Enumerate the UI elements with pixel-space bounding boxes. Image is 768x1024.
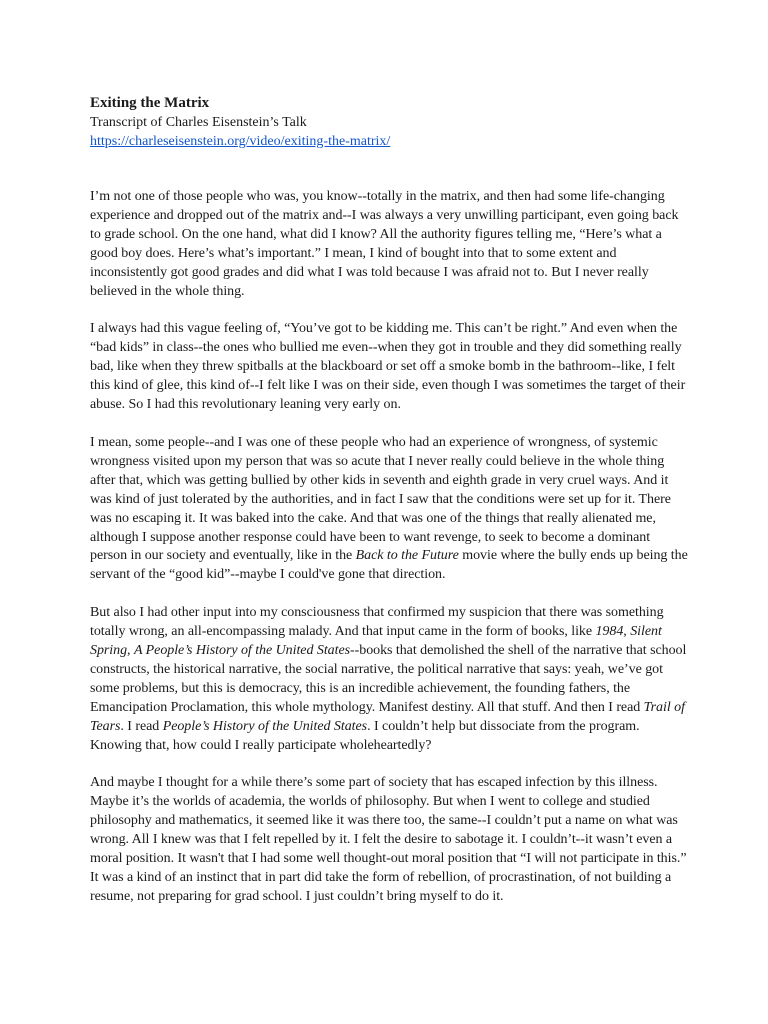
title-silent-spring: Silent Spring bbox=[90, 624, 662, 659]
paragraph-4-text: . I couldn’t help but dissociate from the program. Knowing that, how could I really participate wholeheartedly? bbox=[90, 718, 640, 753]
paragraph-1: I’m not one of those people who was, you know--totally in the matrix, and then had some life-changing experience and dropped out of the matrix and--I was always a very unwilling participant, even going back to grade school. On the one hand, what did I know? All the authority figures telling me, “Here’s what a good boy does. Here’s what’s important.” I mean, I kind of bought into that to some extent and inconsistently got good grades and did what I was told because I was afraid not to. But I never really believed in the whole thing. bbox=[90, 189, 679, 299]
document-subtitle: Transcript of Charles Eisenstein’s Talk bbox=[90, 115, 307, 130]
document-title: Exiting the Matrix bbox=[90, 95, 210, 111]
title-peoples-history-2: People’s History of the United States bbox=[162, 718, 368, 734]
paragraph-2: I always had this vague feeling of, “You’ve got to be kidding me. This can’t be right.” And even when the “bad kids” in class--the ones who bullied me even--when they got in trouble and they did something really bad, like when they threw spitballs at the blackboard or set off a smoke bomb in the bathroom--like, I felt this kind of glee, this kind of--I felt like I was on their side, even though I was sometimes the target of their abuse. So I had this revolutionary leaning very early on. bbox=[90, 321, 686, 413]
transcript-body bbox=[90, 188, 690, 907]
paragraph-3-text: I mean, some people--and I was one of these people who had an experience of wrongness, of systemic wrongness visited upon my person that was so acute that I never really could believe in the whole thing after that, which was getting bullied by other kids in seventh and eighth grade in very cruel ways. And it was kind of just tolerated by the authorities, and in fact I saw that the conditions were set up for it. There was no escaping it. It was baked into the cake. And that was one of the things that really alienated me, although I suppose another response could have been to want revenge, to seek to become a dominant person in our society and eventually, like in the bbox=[90, 434, 671, 564]
paragraph-4-text: , bbox=[127, 643, 134, 659]
title-back-to-the-future: Back to the Future bbox=[355, 548, 459, 564]
paragraph-4 bbox=[90, 604, 690, 755]
title-peoples-history: A People’s History of the United States bbox=[133, 643, 351, 659]
video-link[interactable]: https://charleseisenstein.org/video/exiting-the-matrix/ bbox=[90, 134, 391, 149]
paragraph-4-text: --books that demolished the shell of the narrative that school constructs, the historical narrative, the social narrative, the political narrative that says: yeah, we’ve got some problems, but this is democracy, this is an incredible achievement, the founding fathers, the Emancipation Proclamation, this whole mythology. Manifest destiny. All that stuff. And then I read bbox=[90, 643, 687, 715]
paragraph-5: And maybe I thought for a while there’s some part of society that has escaped infection by this illness. Maybe it’s the worlds of academia, the worlds of philosophy. But when I went to college and studied philosophy and mathematics, it seemed like it was there too, the same--I couldn’t put a name on what was wrong. All I knew was that I felt repelled by it. I felt the desire to sabotage it. I couldn’t--it wasn’t even a moral position. It wasn't that I had some well thought-out moral position that “I will not participate in this.” It was a kind of an instinct that in part did take the form of rebellion, of procrastination, of not building a resume, not preparing for grad school. I just couldn’t bring myself to do it. bbox=[90, 775, 687, 904]
paragraph-4-text: . I read bbox=[120, 718, 163, 734]
document-page bbox=[90, 94, 690, 926]
paragraph-3 bbox=[90, 434, 690, 585]
paragraph-3-text: movie where the bully ends up being the servant of the “good kid”--maybe I could've gone that direction. bbox=[90, 548, 688, 583]
title-trail-of-tears: Trail of Tears bbox=[90, 699, 685, 734]
paragraph-4-text: But also I had other input into my consciousness that confirmed my suspicion that there was something totally wrong, an all-encompassing malady. And that input came in the form of books, like bbox=[90, 605, 664, 640]
title-1984: 1984 bbox=[595, 624, 624, 640]
paragraph-4-text: , bbox=[623, 624, 631, 640]
